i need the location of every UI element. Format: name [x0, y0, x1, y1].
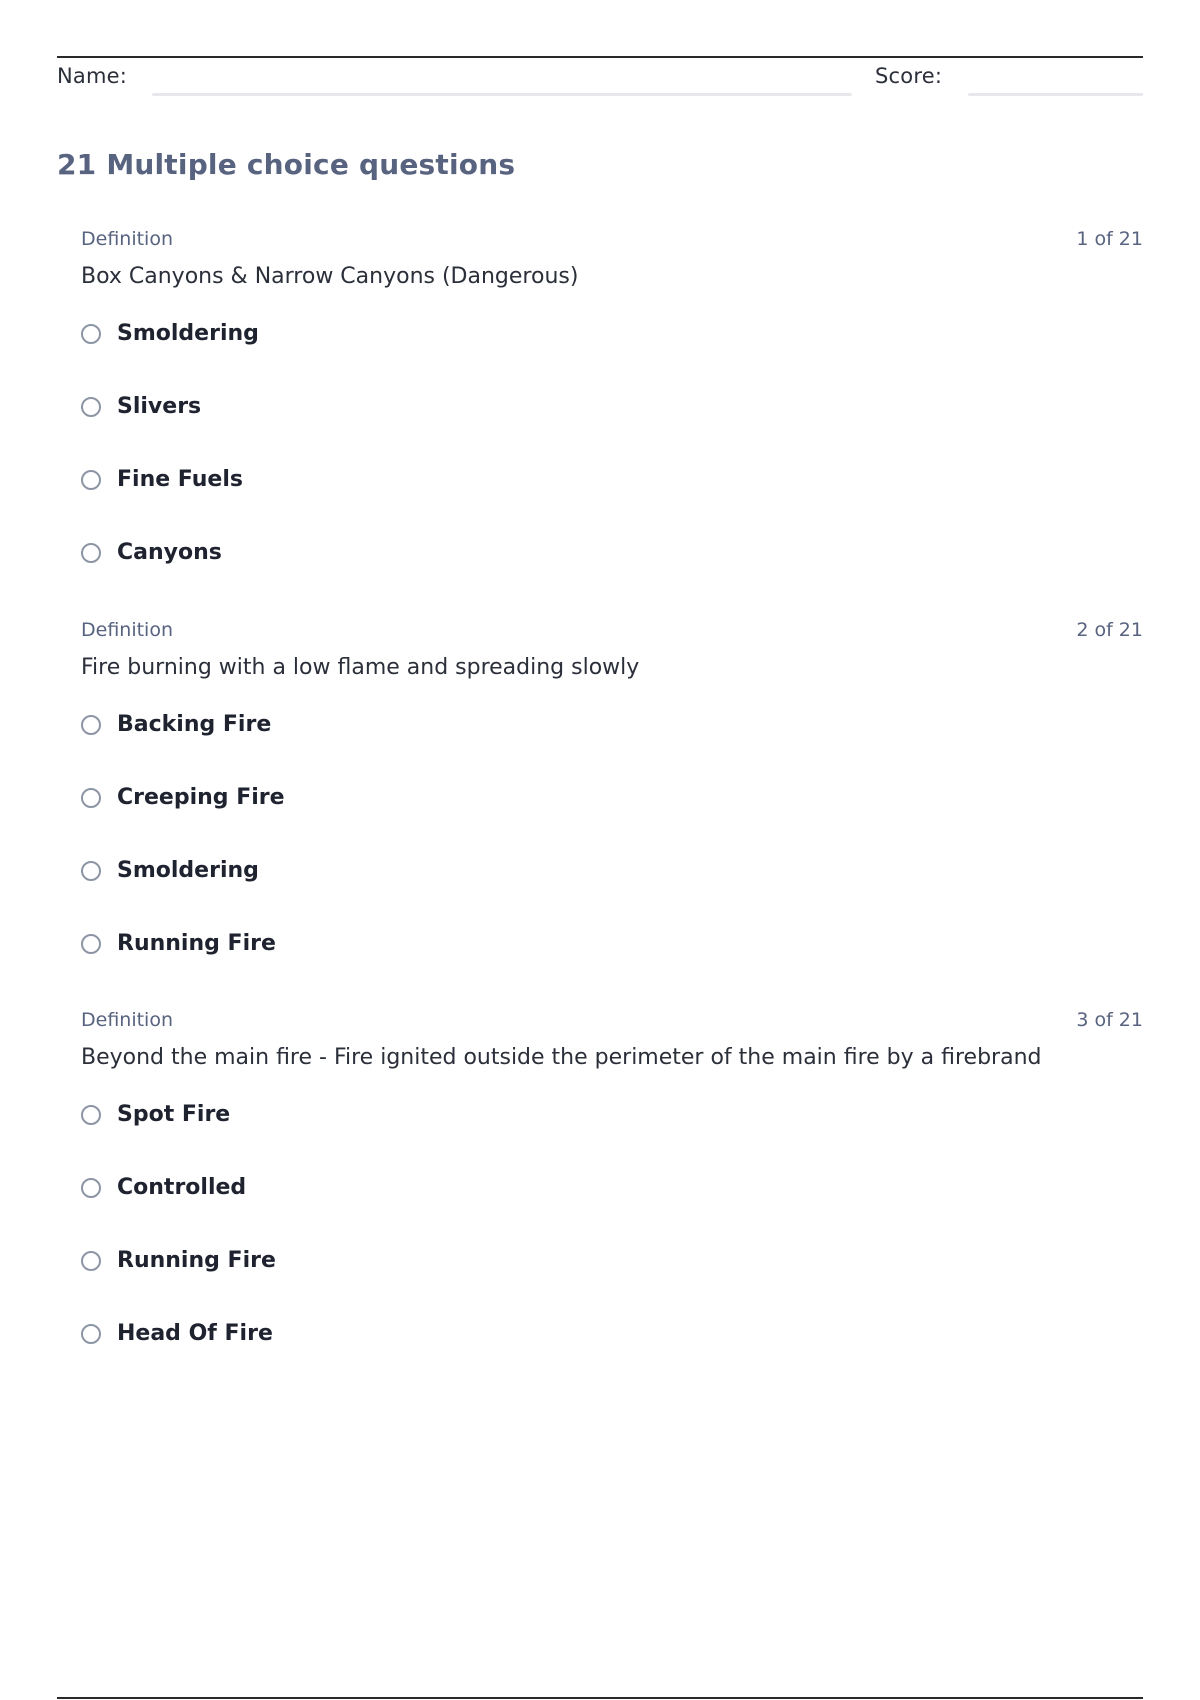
- radio-button-icon[interactable]: [81, 470, 101, 490]
- bottom-divider: [57, 1697, 1143, 1699]
- answer-option-label: Fine Fuels: [117, 467, 243, 492]
- question-prompt: Beyond the main fire - Fire ignited outside the perimeter of the main fire by a firebrand: [81, 1045, 1042, 1070]
- answer-options: [81, 713, 1143, 1005]
- radio-button-icon[interactable]: [81, 324, 101, 344]
- answer-options: [81, 322, 1143, 614]
- answer-option-label: Creeping Fire: [117, 785, 285, 810]
- score-label: Score:: [875, 64, 943, 88]
- worksheet-page: [57, 0, 1143, 1700]
- answer-option-label: Running Fire: [117, 931, 276, 956]
- answer-option[interactable]: [81, 1322, 1143, 1395]
- radio-button-icon[interactable]: [81, 715, 101, 735]
- answer-option[interactable]: [81, 468, 1143, 541]
- question-counter: 2 of 21: [1076, 619, 1143, 641]
- radio-button-icon[interactable]: [81, 861, 101, 881]
- radio-button-icon[interactable]: [81, 397, 101, 417]
- answer-option[interactable]: [81, 395, 1143, 468]
- answer-options: [81, 1103, 1143, 1395]
- answer-option[interactable]: [81, 1103, 1143, 1176]
- radio-button-icon[interactable]: [81, 1105, 101, 1125]
- answer-option[interactable]: [81, 713, 1143, 786]
- answer-option[interactable]: [81, 322, 1143, 395]
- answer-option[interactable]: [81, 1249, 1143, 1322]
- answer-option-label: Spot Fire: [117, 1102, 231, 1127]
- question-type-label: Definition: [81, 228, 174, 250]
- answer-option[interactable]: [81, 1176, 1143, 1249]
- radio-button-icon[interactable]: [81, 1324, 101, 1344]
- name-field[interactable]: [152, 93, 852, 96]
- radio-button-icon[interactable]: [81, 1251, 101, 1271]
- answer-option[interactable]: [81, 786, 1143, 859]
- answer-option-label: Smoldering: [117, 858, 259, 883]
- question-prompt: Box Canyons & Narrow Canyons (Dangerous): [81, 264, 579, 289]
- question-type-label: Definition: [81, 619, 174, 641]
- answer-option-label: Smoldering: [117, 321, 259, 346]
- section-title: 21 Multiple choice questions: [57, 148, 516, 181]
- answer-option-label: Backing Fire: [117, 712, 272, 737]
- radio-button-icon[interactable]: [81, 788, 101, 808]
- answer-option-label: Head Of Fire: [117, 1321, 273, 1346]
- radio-button-icon[interactable]: [81, 543, 101, 563]
- question-type-label: Definition: [81, 1009, 174, 1031]
- answer-option[interactable]: [81, 859, 1143, 932]
- answer-option-label: Slivers: [117, 394, 202, 419]
- score-field[interactable]: [968, 93, 1143, 96]
- question-counter: 3 of 21: [1076, 1009, 1143, 1031]
- name-label: Name:: [57, 64, 128, 88]
- answer-option[interactable]: [81, 541, 1143, 614]
- answer-option-label: Canyons: [117, 540, 222, 565]
- question-counter: 1 of 21: [1076, 228, 1143, 250]
- answer-option-label: Controlled: [117, 1175, 247, 1200]
- top-divider: [57, 56, 1143, 58]
- answer-option-label: Running Fire: [117, 1248, 276, 1273]
- radio-button-icon[interactable]: [81, 1178, 101, 1198]
- answer-option[interactable]: [81, 932, 1143, 1005]
- question-prompt: Fire burning with a low flame and spreading slowly: [81, 655, 640, 680]
- radio-button-icon[interactable]: [81, 934, 101, 954]
